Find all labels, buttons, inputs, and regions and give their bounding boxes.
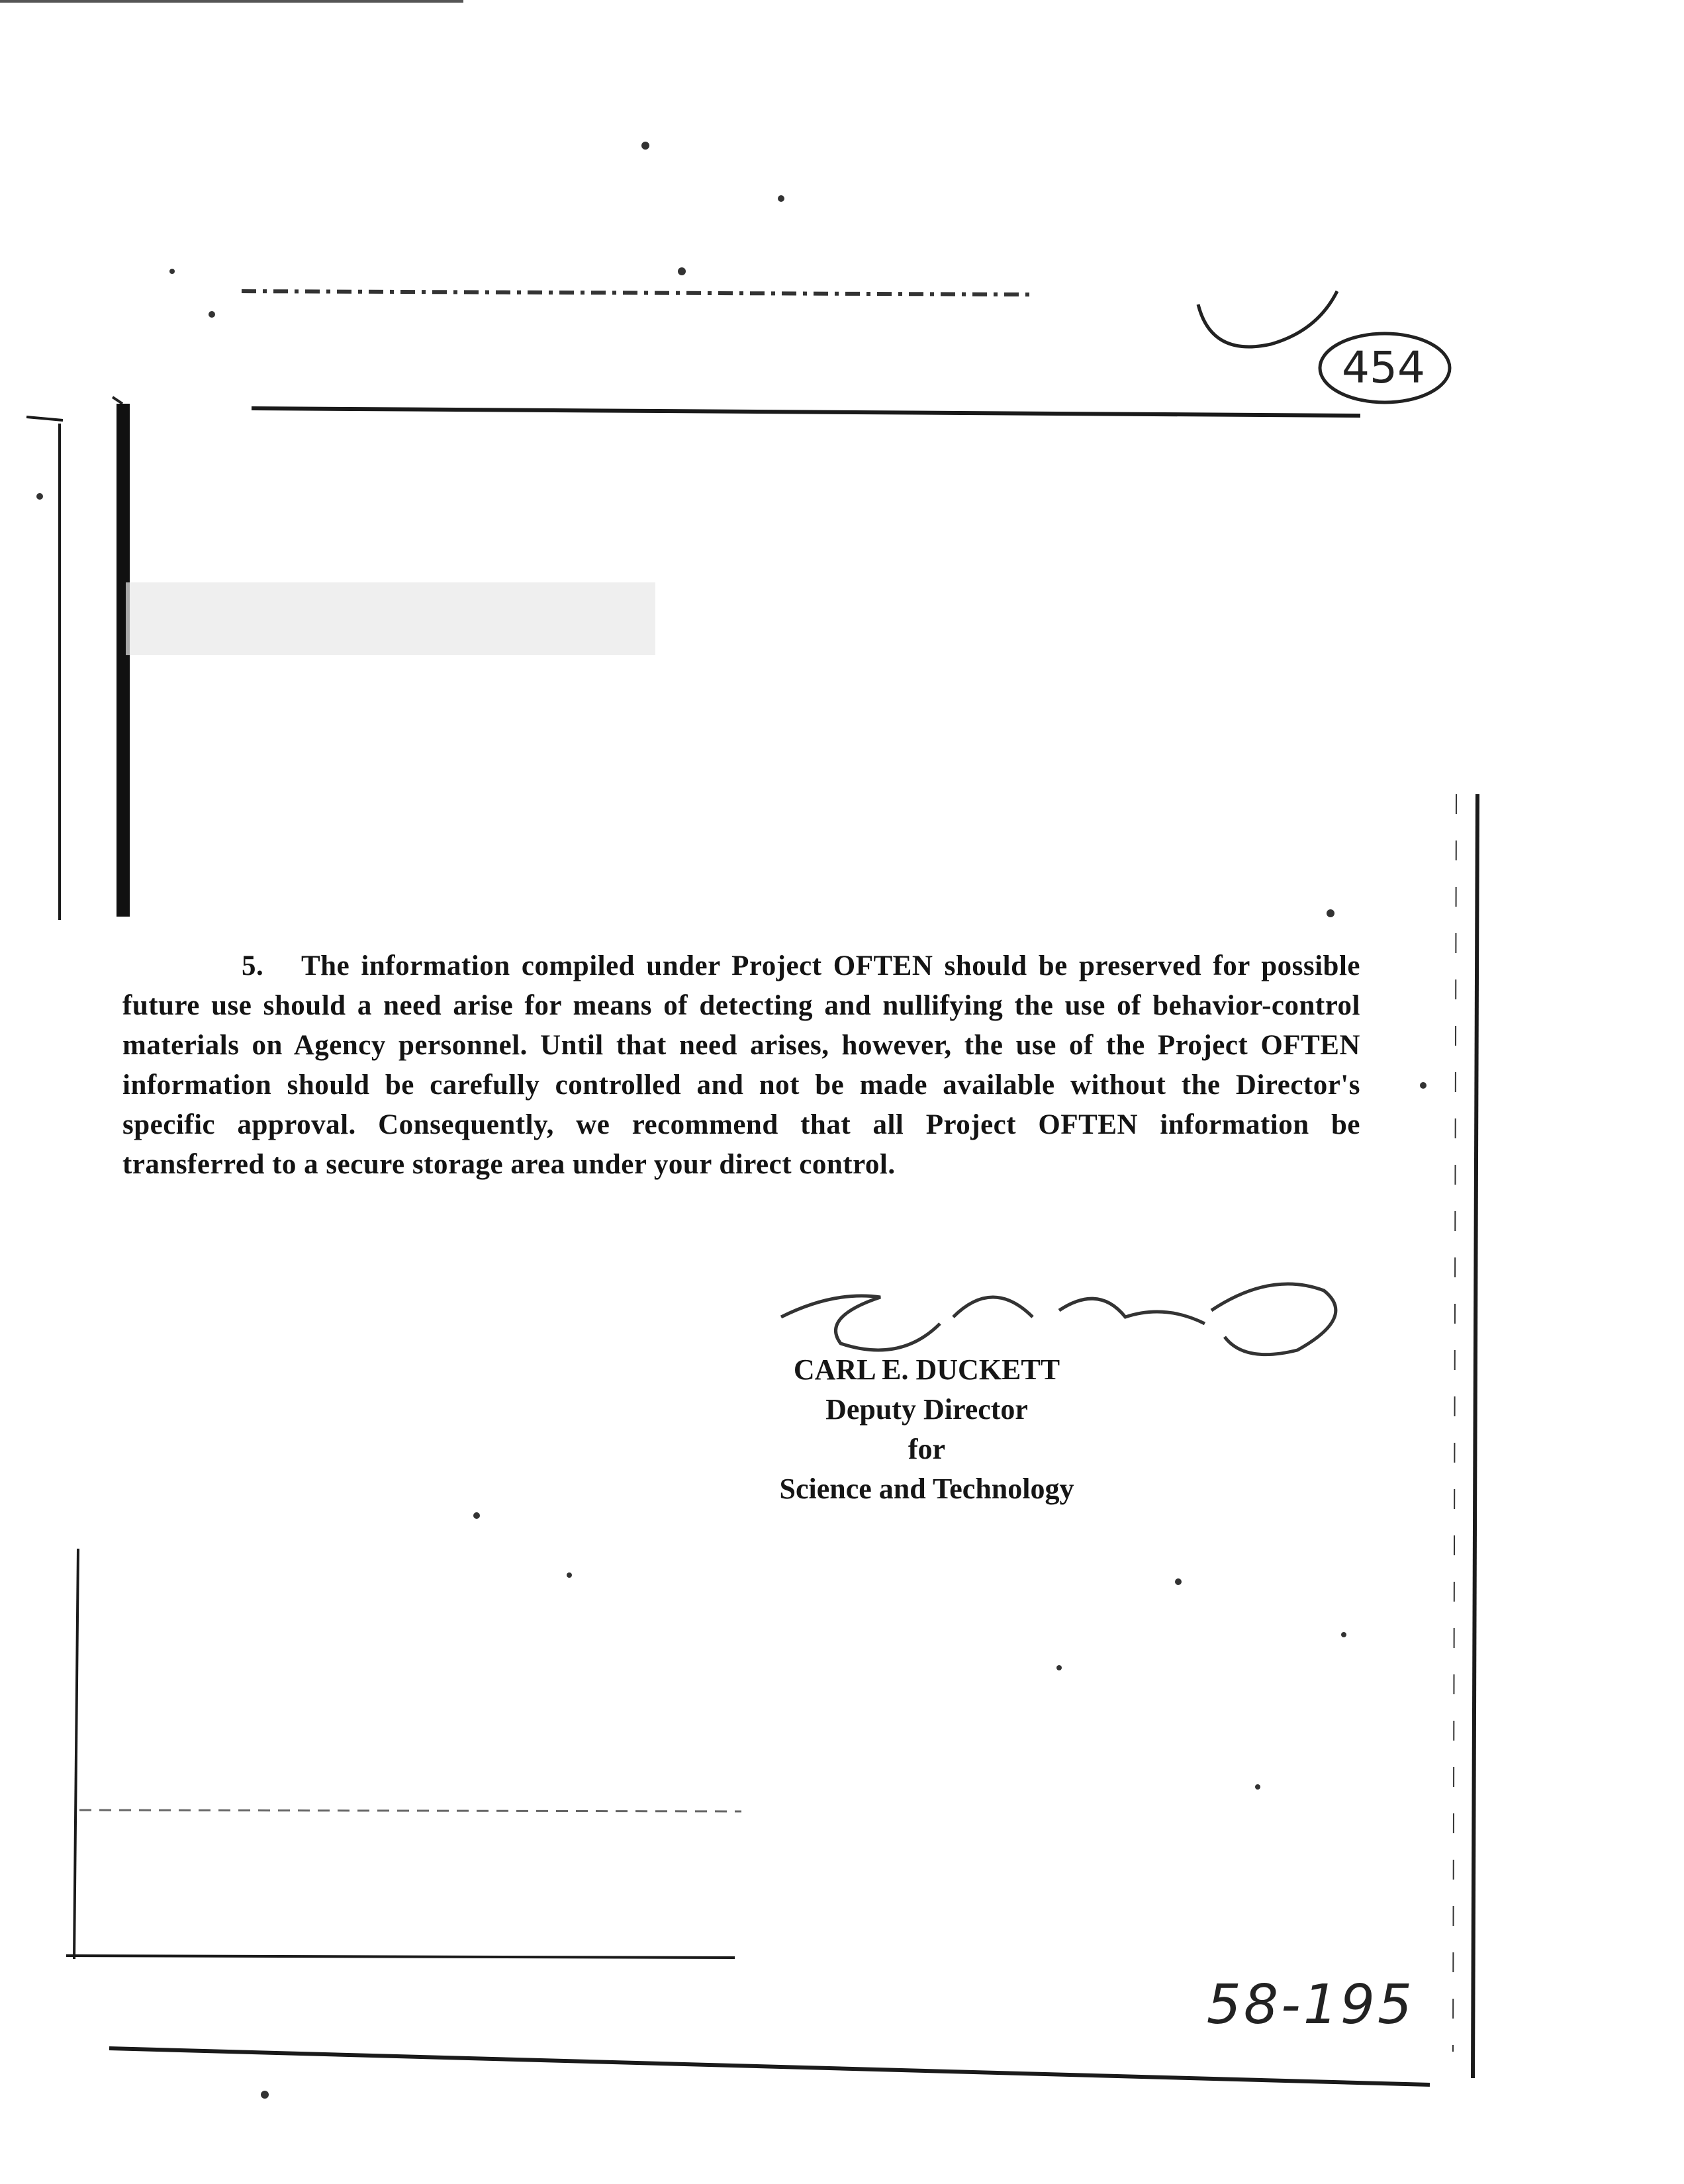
page-number: 454: [1342, 342, 1425, 393]
signatory-name: CARL E. DUCKETT: [793, 1353, 1060, 1386]
paragraph-text: The information compiled under Project OFTEN should be preserved for possible future use should a need arise for means of detecting and nullifying the use of behavior-control materials on Agency personnel. Until that need arises, however, the use of the Project OFTEN information should be carefully controlled and not be made available without the Director's specific approval. Consequently, we recommend that all Project OFTEN information be transferred to a secure storage area under your direct control.: [122, 950, 1360, 1180]
signatory-title-line-1: Deputy Director: [825, 1393, 1028, 1426]
handwritten-number: 58-195: [1206, 1974, 1415, 2036]
signatory-title-line-3: Science and Technology: [779, 1473, 1074, 1505]
signatory-title-line-2: for: [908, 1433, 946, 1465]
body-paragraph: [122, 946, 1360, 1185]
signature-block: [702, 1350, 1152, 1509]
paragraph-number: 5.: [242, 950, 264, 981]
